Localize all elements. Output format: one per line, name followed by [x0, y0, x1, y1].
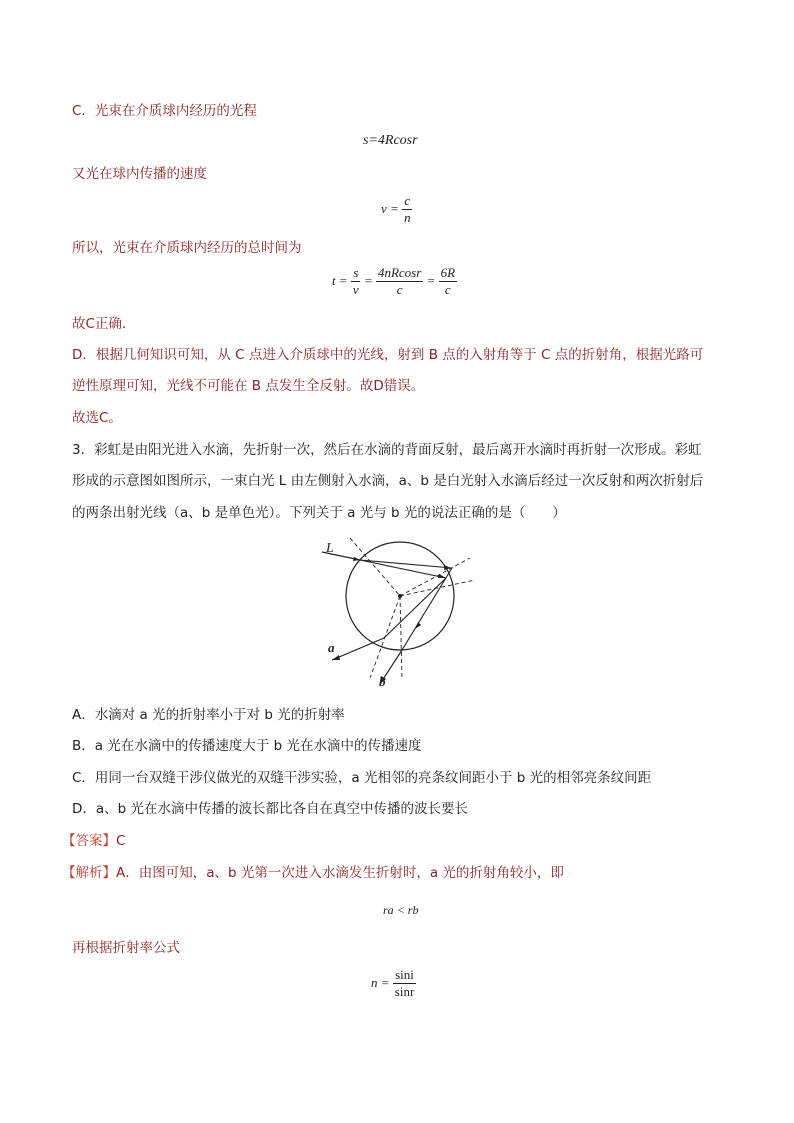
analysis-tag: 【解析】: [62, 865, 116, 881]
therefore-line: 所以，光束在介质球内经历的总时间为: [72, 240, 302, 256]
reflected-ray-b-arrow: [415, 622, 421, 629]
analysis-line: [62, 863, 564, 883]
option-d: D．a、b 光在水滴中传播的波长都比各自在真空中传播的波长要长: [72, 801, 469, 817]
c-intro: C．光束在介质球内经历的光程: [72, 103, 257, 119]
d-line-2: 逆性原理可知，光线不可能在 B 点发生全反射。故D错误。: [72, 378, 425, 394]
outgoing-ray-a: [332, 638, 384, 660]
inner-ray-2: [360, 560, 446, 578]
reflected-ray-b: [402, 568, 452, 650]
equation-s: s=4Rcosr: [363, 133, 418, 148]
equation-t: t = $\frac{s}{v}$ = $\frac{4nRcosr}{c}$ = $\frac{6R}{c}$: [332, 265, 456, 298]
outgoing-ray-a-arrow: [332, 655, 340, 660]
option-c: C．用同一台双缝干涉仪做光的双缝干涉实验，a 光相邻的亮条纹间距小于 b 光的相邻亮条纹间距: [72, 770, 652, 786]
label-a: a: [328, 640, 335, 655]
rainbow-diagram: [320, 538, 480, 693]
q3-line-1: 3．彩虹是由阳光进入水滴，先折射一次，然后在水滴的背面反射，最后离开水滴时再折射一次形成。彩虹: [72, 442, 702, 458]
normal-exit-a: [370, 596, 400, 678]
answer-line: [62, 831, 125, 851]
answer-tag: 【答案】: [62, 833, 116, 849]
label-L: L: [326, 541, 334, 556]
equation-v: v = $\frac{c}{n}$: [381, 193, 411, 226]
answer-value: C: [116, 833, 126, 849]
equation-n: n = $\frac{\sin i}{\sin r}$: [371, 967, 415, 1000]
label-b: b: [379, 674, 386, 689]
option-a: A．水滴对 a 光的折射率小于对 b 光的折射率: [72, 707, 345, 723]
inner-ray-1: [360, 560, 452, 568]
normal-exit-b: [400, 596, 402, 678]
analysis-text: A．由图可知，a、b 光第一次进入水滴发生折射时，a 光的折射角较小，即: [116, 865, 564, 881]
c-correct: 故C正确．: [72, 316, 136, 332]
choose-line: 故选C。: [72, 410, 122, 426]
refraction-formula-intro: 再根据折射率公式: [72, 940, 180, 956]
speed-intro: 又光在球内传播的速度: [72, 166, 207, 182]
equation-r: ra < rb: [383, 903, 419, 917]
normal-back-2: [400, 580, 475, 596]
d-line-1: D．根据几何知识可知，从 C 点进入介质球中的光线，射到 B 点的入射角等于 C 点的折射角，根据光路可: [72, 347, 704, 363]
option-b: B．a 光在水滴中的传播速度大于 b 光在水滴中的传播速度: [72, 738, 422, 754]
drop-center: [398, 594, 402, 598]
q3-line-2: 形成的示意图如图所示，一束白光 L 由左侧射入水滴，a、b 是白光射入水滴后经过一次反射和两次折射后: [72, 473, 704, 489]
normal-back-1: [400, 558, 470, 596]
q3-line-3: 的两条出射光线（a、b 是单色光）。下列关于 a 光与 b 光的说法正确的是（ ）: [72, 505, 566, 521]
